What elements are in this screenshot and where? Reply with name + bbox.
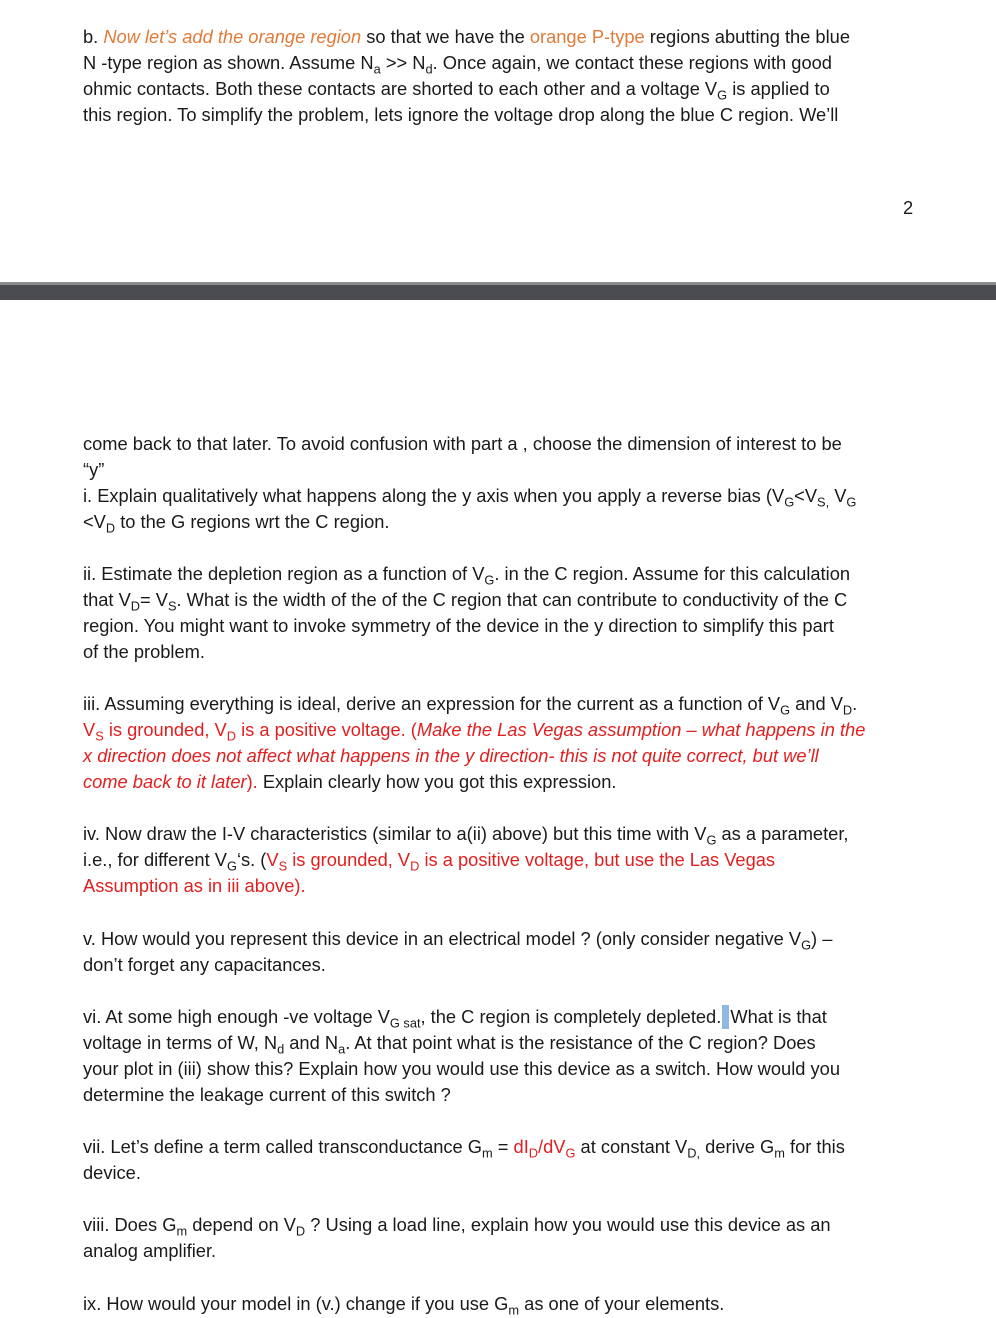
text-line — [83, 1082, 918, 1108]
text-run: . Once again, we contact these regions with good — [432, 52, 832, 73]
text-run: . in the C region. Assume for this calculation — [494, 563, 851, 584]
text-run: . What is the width of the of the C region that can contribute to conductivity of the C — [176, 589, 848, 610]
text-run: this region. To simplify the problem, lets ignore the voltage drop along the blue C region. We’ll — [83, 104, 839, 125]
text-line — [83, 1291, 918, 1317]
question-ii — [83, 561, 918, 665]
text-run: ohmic contacts. Both these contacts are shorted to each other and a voltage V — [83, 78, 718, 99]
text-run: is a positive voltage, but use the Las Vegas — [419, 849, 776, 870]
text-line — [83, 102, 918, 128]
text-run: voltage in terms of W, N — [83, 1032, 278, 1053]
text-line — [83, 1212, 918, 1238]
subscript: S — [278, 858, 288, 874]
text-run: b. — [83, 26, 104, 47]
text-run: determine the leakage current of this switch ? — [83, 1084, 451, 1105]
text-run: is grounded, V — [103, 719, 227, 740]
subscript: G — [784, 494, 795, 510]
text-run: x direction does not affect what happens in the y direction- this is not quite correct, but we’ll — [83, 745, 819, 766]
text-line — [83, 743, 918, 769]
subscript: G — [801, 937, 812, 953]
text-run: is grounded, V — [287, 849, 411, 870]
text-run: v. How would you represent this device in an electrical model ? (only consider negative V — [83, 928, 802, 949]
subscript: D — [105, 520, 116, 536]
text-run: ? Using a load line, explain how you would use this device as an — [305, 1214, 831, 1235]
text-run: i.e., for different V — [83, 849, 227, 870]
subscript: G — [846, 494, 857, 510]
text-run: of the problem. — [83, 641, 205, 662]
text-run: iii. Assuming everything is ideal, derive an expression for the current as a function of V — [83, 693, 781, 714]
page-break-divider — [0, 282, 996, 300]
text-line — [83, 24, 918, 50]
text-run: so that we have the — [361, 26, 530, 47]
text-line — [83, 847, 918, 873]
question-i — [83, 483, 918, 535]
subscript: d — [277, 1041, 285, 1057]
part-b-intro — [83, 24, 918, 128]
text-run: your plot in (iii) show this? Explain how you would use this device as a switch. How would you — [83, 1058, 841, 1079]
text-run: for this — [784, 1136, 845, 1157]
question-viii — [83, 1212, 918, 1264]
text-run: ix. How would your model in (v.) change if you use G — [83, 1293, 509, 1314]
text-line — [83, 717, 918, 743]
text-run: V — [829, 485, 847, 506]
text-line — [83, 1238, 918, 1264]
text-line — [83, 457, 918, 483]
subscript: D — [410, 858, 420, 874]
subscript: S, — [817, 494, 830, 510]
text-run: viii. Does G — [83, 1214, 177, 1235]
subscript: D — [130, 598, 141, 614]
subscript: D — [226, 728, 236, 744]
text-run: Assumption as in iii above). — [83, 875, 306, 896]
text-run: device. — [83, 1162, 141, 1183]
subscript: G sat — [389, 1015, 421, 1031]
text-run: vii. Let’s define a term called transconductance G — [83, 1136, 483, 1157]
text-run: Make the Las Vegas assumption – what happens in the — [416, 719, 866, 740]
part-b-continued — [83, 431, 918, 483]
text-run: ‘s. ( — [236, 849, 267, 870]
text-run: , the C region is completely depleted. — [420, 1006, 722, 1027]
text-run: depend on V — [187, 1214, 296, 1235]
subscript: D — [295, 1223, 306, 1239]
text-run: derive G — [700, 1136, 775, 1157]
text-line — [83, 821, 918, 847]
text-run: is a positive voltage. ( — [235, 719, 417, 740]
text-run: “y” — [83, 459, 105, 480]
text-line — [83, 639, 918, 665]
text-run: Explain clearly how you got this expression. — [257, 771, 617, 792]
text-cursor-icon — [722, 1005, 729, 1029]
subscript: G — [484, 572, 495, 588]
question-vii — [83, 1134, 918, 1186]
text-line — [83, 483, 918, 509]
subscript: m — [508, 1302, 520, 1318]
text-run: ii. Estimate the depletion region as a function of V — [83, 563, 485, 584]
subscript: a — [373, 61, 381, 77]
text-line — [83, 769, 918, 795]
subscript: G — [717, 87, 728, 103]
text-run: region. You might want to invoke symmetry of the device in the y direction to simplify this part — [83, 615, 834, 636]
text-line — [83, 50, 918, 76]
text-run: as a parameter, — [716, 823, 849, 844]
text-run: = — [492, 1136, 514, 1157]
subscript: m — [482, 1145, 493, 1161]
text-run: regions abutting the blue — [644, 26, 850, 47]
text-run: i. Explain qualitatively what happens along the y axis when you apply a reverse bias (V — [83, 485, 785, 506]
text-run: don’t forget any capacitances. — [83, 954, 326, 975]
page-number: 2 — [903, 197, 914, 218]
text-run: What is that — [730, 1006, 827, 1027]
question-v — [83, 926, 918, 978]
subscript: d — [425, 61, 433, 77]
text-line — [83, 431, 918, 457]
text-run: dI — [513, 1136, 529, 1157]
text-run: ). — [246, 771, 258, 792]
question-iii — [83, 691, 918, 795]
question-iv — [83, 821, 918, 899]
text-run: ) – — [811, 928, 833, 949]
subscript: m — [176, 1223, 188, 1239]
text-run: vi. At some high enough -ve voltage V — [83, 1006, 390, 1027]
text-run: come back to it later — [83, 771, 247, 792]
text-line — [83, 1160, 918, 1186]
text-run: and V — [790, 693, 843, 714]
text-run: . At that point what is the resistance of the C region? Does — [345, 1032, 816, 1053]
text-line — [83, 1004, 918, 1030]
text-run: . — [852, 693, 858, 714]
text-run: that V — [83, 589, 131, 610]
subscript: G — [226, 858, 237, 874]
text-line — [83, 1030, 918, 1056]
text-run: /dV — [538, 1136, 566, 1157]
text-run: Now let’s add the orange region — [103, 26, 362, 47]
subscript: m — [774, 1145, 785, 1161]
text-run: as one of your elements. — [519, 1293, 725, 1314]
text-line — [83, 613, 918, 639]
text-line — [83, 926, 918, 952]
subscript: D — [842, 702, 853, 718]
text-run: is applied to — [727, 78, 830, 99]
subscript: a — [338, 1041, 346, 1057]
text-run: N -type region as shown. Assume N — [83, 52, 374, 73]
text-run: to the G regions wrt the C region. — [115, 511, 390, 532]
text-run: V — [83, 719, 96, 740]
text-line — [83, 587, 918, 613]
text-run: orange P-type — [529, 26, 645, 47]
text-run: <V — [83, 511, 106, 532]
subscript: S — [167, 598, 177, 614]
subscript: D — [528, 1145, 539, 1161]
text-run: >> N — [380, 52, 426, 73]
text-line — [83, 873, 918, 899]
text-run: V — [266, 849, 279, 870]
text-run: = V — [140, 589, 168, 610]
text-run: iv. Now draw the I-V characteristics (similar to a(ii) above) but this time with V — [83, 823, 707, 844]
text-line — [83, 1134, 918, 1160]
subscript: G — [565, 1145, 576, 1161]
text-run: <V — [794, 485, 818, 506]
text-run: and N — [284, 1032, 339, 1053]
subscript: D, — [687, 1145, 701, 1161]
text-run: analog amplifier. — [83, 1240, 217, 1261]
text-line — [83, 76, 918, 102]
text-line — [83, 1056, 918, 1082]
subscript: G — [706, 832, 717, 848]
subscript: S — [95, 728, 104, 744]
question-vi — [83, 1004, 918, 1108]
text-line — [83, 561, 918, 587]
text-line — [83, 509, 918, 535]
question-ix — [83, 1291, 918, 1317]
text-line — [83, 691, 918, 717]
text-run: at constant V — [575, 1136, 688, 1157]
text-line — [83, 952, 918, 978]
text-run: come back to that later. To avoid confusion with part a , choose the dimension of interest to be — [83, 433, 842, 454]
subscript: G — [780, 702, 791, 718]
